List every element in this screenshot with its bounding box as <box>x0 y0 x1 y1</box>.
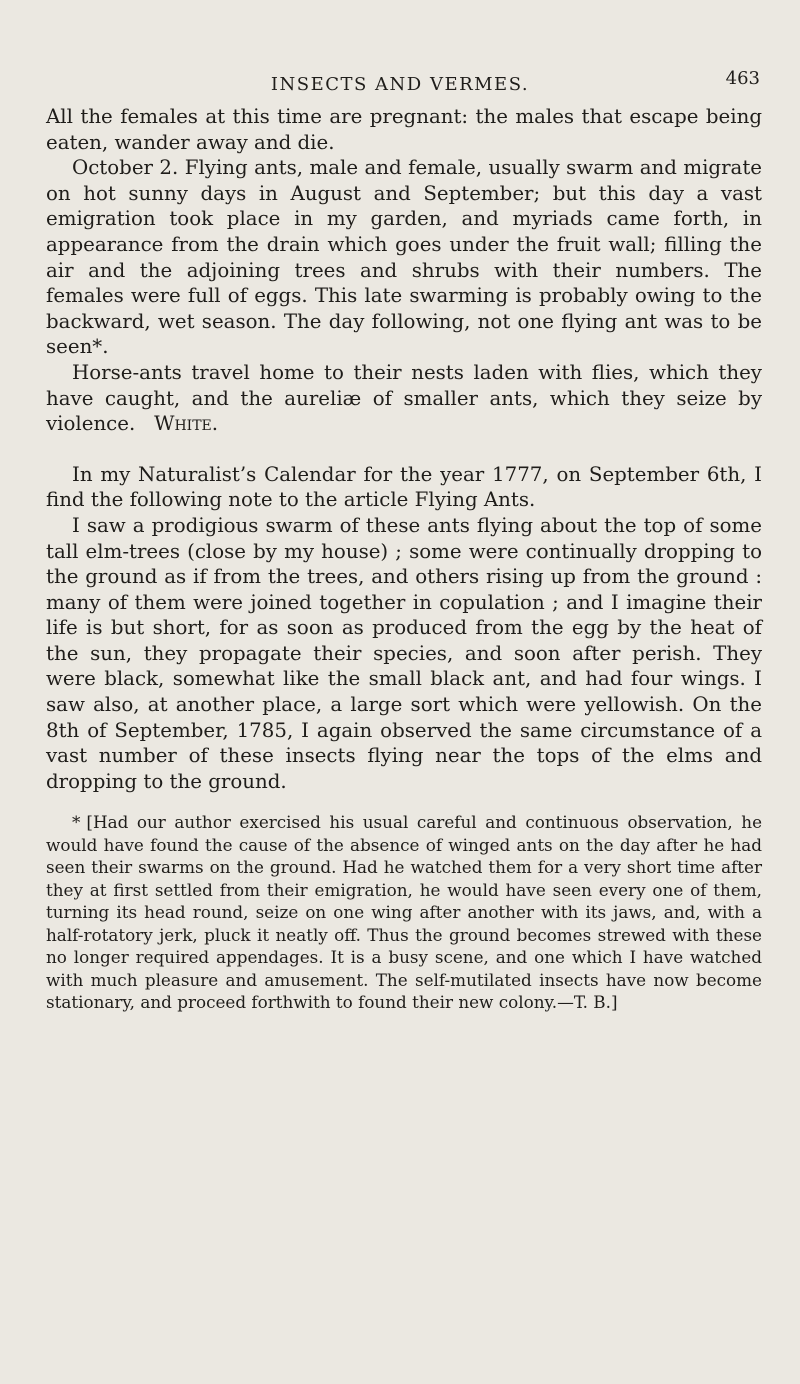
running-head <box>36 68 764 100</box>
book-page <box>36 70 764 1370</box>
footnote-mark: * <box>72 812 81 833</box>
horse-ants-text: Horse-ants travel home to their nests laden with flies, which they have caught, and the aureliæ of smaller ants, which they seize by violence. <box>46 360 762 436</box>
section-gap <box>46 437 762 462</box>
footnote-gap <box>46 794 762 811</box>
body-text <box>46 104 762 1014</box>
paragraph-females: All the females at this time are pregnant: the males that escape being eaten, wander away and die. <box>46 105 762 154</box>
running-title: INSECTS AND VERMES. <box>270 74 530 95</box>
footnote-text: [Had our author exercised his usual careful and continuous observation, he would have found the cause of the absence of winged ants on the day after he had seen their swarms on the ground. Had he watched them for a very short time after they at first settled from their emigration, he would have seen every one of them, turning its head round, seize on one wing after another with its jaws, and, with a half-rotatory jerk, pluck it neatly off. Thus the ground becomes strewed with these no longer required appendages. It is a busy scene, and one which I have watched with much pleasure and amusement. The self-mutilated insects have now become stationary, and proceed forthwith to found their new colony.—T. B.] <box>46 812 762 1013</box>
footnote <box>46 811 762 1014</box>
paragraph-horse-ants <box>46 360 762 437</box>
paragraph-prodigious-swarm: I saw a prodigious swarm of these ants flying about the top of some tall elm-trees (close by my house) ; some were continually dropping to the ground as if from the trees, and others rising up from the ground : many of them were joined together in copulation ; and I imagine their life is but short, for as soon as produced from the egg by the heat of the sun, they propagate their species, and soon after perish. They were black, somewhat like the small black ant, and had four wings. I saw also, at another place, a large sort which were yellowish. On the 8th of September, 1785, I again observed the same circumstance of a vast number of these insects flying near the tops of the elms and dropping to the ground. <box>46 513 762 793</box>
page-number: 463 <box>725 68 760 89</box>
paragraph-october-2: October 2. Flying ants, male and female, usually swarm and migrate on hot sunny days in August and September; but this day a vast emigration took place in my garden, and myriads came forth, in appearance from the drain which goes under the fruit wall; filling the air and the adjoining trees and shrubs with their numbers. The females were full of eggs. This late swarming is probably owing to the backward, wet season. The day following, not one flying ant was to be seen*. <box>46 156 762 359</box>
paragraph-calendar-note: In my Naturalist’s Calendar for the year 1777, on September 6th, I find the following note to the article Flying Ants. <box>46 462 762 512</box>
author-attribution: White. <box>154 412 219 436</box>
